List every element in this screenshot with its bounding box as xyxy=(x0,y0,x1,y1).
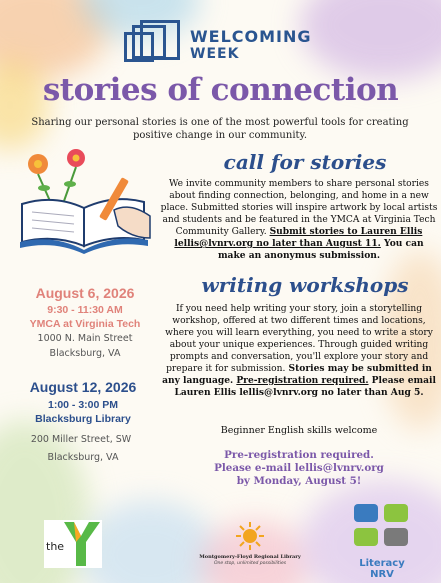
workshop-body-email: Please email Lauren Ellis lellis@lvnrv.org no later than Aug 5. xyxy=(174,375,436,398)
workshop-body-languages: Stories may be submitted in any language. xyxy=(162,363,432,386)
ymca-logo xyxy=(42,518,104,570)
library-name: Montgomery-Floyd Regional Library xyxy=(199,554,301,560)
event-1-date: August 6, 2026 xyxy=(35,285,135,301)
writing-workshops-heading: writing workshops xyxy=(201,273,409,297)
logo-squares-icon xyxy=(124,20,184,66)
ymca-the-text: the xyxy=(46,540,65,553)
intro-text: Sharing our personal stories is one of the most powerful tools for creating positive change in our community. xyxy=(31,117,409,141)
flower-icon xyxy=(28,149,85,201)
sun-icon xyxy=(188,516,312,554)
event-2-date: August 12, 2026 xyxy=(29,379,137,395)
submit-stories-link[interactable]: Submit stories to Lauren Ellis lellis@lvnrv.org no later than August 11. xyxy=(174,226,423,249)
library-tagline: One stop, unlimited possibilities xyxy=(213,561,287,566)
event-1-city: Blacksburg, VA xyxy=(49,348,121,359)
event-1-place: YMCA at Virginia Tech xyxy=(29,318,141,330)
book-writing-illustration xyxy=(14,146,154,256)
event-2-time: 1:00 - 3:00 PM xyxy=(47,399,119,411)
literacy-nrv-logo xyxy=(348,502,416,580)
event-2-place: Blacksburg Library xyxy=(35,413,131,425)
literacy-nrv-name: Literacy NRV xyxy=(359,558,405,580)
call-body-anonymous: You can make an anonymus submission. xyxy=(217,238,424,261)
pre-registration-link[interactable]: Pre-registration required. xyxy=(236,375,369,386)
beginner-note: Beginner English skills welcome xyxy=(220,425,378,436)
event-2-address: 200 Miller Street, SW xyxy=(30,434,132,445)
pre-registration-callout xyxy=(160,449,438,488)
event-1-time: 9:30 - 11:30 AM xyxy=(47,304,123,316)
page-title: stories of connection xyxy=(42,72,399,108)
logo-line-1: WELCOMING xyxy=(190,27,312,46)
call-body-plain: We invite community members to share personal stories about finding connection, belonging, and home in a new place. Submitted stories will inspire artwork by local artists and students and be featured in the YMCA at Virginia Tech Community Gallery. xyxy=(160,179,438,237)
call-for-stories-heading: call for stories xyxy=(223,150,387,174)
library-logo xyxy=(188,516,312,574)
event-1-address: 1000 N. Main Street xyxy=(37,333,133,344)
speech-bubbles-icon xyxy=(348,502,416,556)
welcoming-week-logo xyxy=(124,20,324,66)
prereg-line-2[interactable]: Please e-mail lellis@lvnrv.org xyxy=(214,462,384,474)
workshop-body-plain: If you need help writing your story, join a storytelling workshop, offered at two different times and locations, where you will learn everything, you need to write a story about your unique experiences. Through guided writing prompts and conversation, you'll explore your story and prepare it for submission. xyxy=(165,304,433,374)
prereg-line-3: by Monday, August 5! xyxy=(236,475,362,487)
logo-line-2: WEEK xyxy=(190,46,240,62)
call-for-stories-text xyxy=(160,178,438,262)
event-2-city: Blacksburg, VA xyxy=(47,452,119,463)
prereg-line-1: Pre-registration required. xyxy=(224,449,374,461)
writing-workshops-text xyxy=(160,303,438,399)
